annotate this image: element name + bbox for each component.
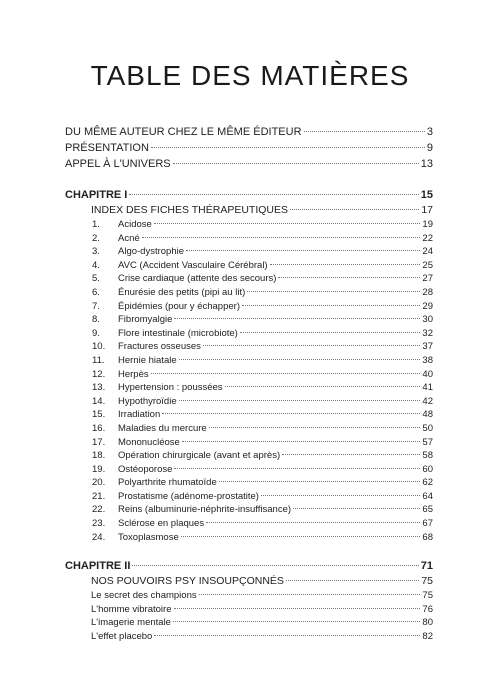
toc-entry-label: Flore intestinale (microbiote) [118,327,238,339]
toc-entry-label: Le secret des champions [91,590,197,602]
toc-front-entry[interactable] [65,156,433,172]
toc-entry-label: L'imagerie mentale [91,617,171,629]
toc-entry-label: Fractures osseuses [118,341,201,353]
toc-entry-label: L'effet placebo [91,631,153,643]
dot-leader [154,635,420,636]
toc-entry-number: 12. [92,368,106,380]
dot-leader [186,250,420,251]
toc-entry-number: 24. [92,531,106,543]
dot-leader [209,427,421,428]
toc-entry-label: Épidémies (pour y échapper) [118,300,240,312]
dot-leader [154,223,421,224]
dot-leader [151,373,421,374]
dot-leader [203,345,421,346]
toc-entry-page: 50 [422,422,433,434]
toc-entry-label: L'homme vibratoire [91,603,172,615]
toc-entry-page: 42 [422,395,433,407]
section-page: 75 [421,575,433,588]
toc-entry-number: 20. [92,477,106,489]
dot-leader [173,621,420,622]
toc-entry-number: 3. [92,246,100,258]
toc-entry-number: 6. [92,286,100,298]
toc-front-entry[interactable] [65,124,433,140]
index-page: 17 [421,204,433,216]
dot-leader [173,163,419,164]
toc-entry[interactable] [65,589,433,603]
toc-entry[interactable] [65,272,433,286]
toc-entry[interactable] [65,368,433,382]
toc-entry-page: 80 [422,617,433,629]
dot-leader [179,400,421,401]
dot-leader [162,413,420,414]
toc-entry-number: 19. [92,463,106,475]
toc-entry-label: Hypothyroïdie [118,395,177,407]
toc-entry-number: 16. [92,422,106,434]
dot-leader [179,359,421,360]
index-label: INDEX DES FICHES THÉRAPEUTIQUES [91,204,289,216]
toc-entry[interactable] [65,603,433,617]
chapter-page: 71 [420,560,433,573]
toc-entry-number: 15. [92,409,106,421]
toc-entry-number: 23. [92,518,106,530]
toc-entry-label: PRÉSENTATION [65,142,149,154]
toc-entry[interactable] [65,286,433,300]
toc-entry-page: 9 [426,142,433,154]
toc-entry-label: Fibromyalgie [118,314,173,326]
chapter-1-entry-list [65,218,433,544]
toc-entry[interactable] [65,463,433,477]
table-of-contents [65,124,433,644]
dot-leader [225,386,421,387]
toc-entry-page: 27 [422,273,433,285]
toc-entry-number: 1. [92,219,100,230]
toc-entry[interactable] [65,490,433,504]
toc-entry-page: 3 [426,126,433,138]
chapter-label: CHAPITRE II [65,560,131,573]
toc-entry-page: 29 [422,300,433,312]
chapter-page: 15 [420,189,433,201]
dot-leader [219,481,421,482]
toc-entry[interactable] [65,381,433,395]
toc-entry-page: 13 [420,158,433,170]
toc-entry-label: AVC (Accident Vasculaire Cérébral) [118,259,268,271]
toc-entry-label: Énurésie des petits (pipi au lit) [118,286,246,298]
toc-entry-page: 76 [422,603,433,615]
dot-leader [242,305,420,306]
dot-leader [206,522,420,523]
toc-entry-page: 22 [422,232,433,244]
toc-entry-page: 58 [422,450,433,462]
toc-entry-number: 17. [92,436,106,448]
toc-entry-label: Mononucléose [118,436,180,448]
toc-entry-page: 25 [422,259,433,271]
toc-front-entry[interactable] [65,140,433,156]
toc-entry-page: 41 [422,382,433,394]
toc-entry[interactable] [65,327,433,341]
toc-section-heading[interactable] [65,574,433,589]
chapter-2-entry-list [65,589,433,643]
toc-entry-label: Polyarthrite rhumatoïde [118,477,217,489]
toc-entry-page: 62 [422,477,433,489]
toc-entry[interactable] [65,503,433,517]
toc-entry[interactable] [65,517,433,531]
toc-entry-number: 21. [92,490,106,502]
dot-leader [199,594,421,595]
toc-entry[interactable] [65,259,433,273]
toc-entry-page: 24 [422,246,433,258]
toc-chapter-2[interactable] [65,558,433,574]
toc-entry-label: Toxoplasmose [118,531,179,543]
dot-leader [174,608,421,609]
toc-entry-page: 67 [422,518,433,530]
toc-entry-label: Maladies du mercure [118,422,207,434]
dot-leader [290,209,419,210]
dot-leader [174,318,420,319]
toc-entry-page: 82 [422,631,433,643]
toc-entry-label: Prostatisme (adénome-prostatite) [118,490,259,502]
dot-leader [182,441,421,442]
dot-leader [240,332,421,333]
toc-entry-number: 22. [92,504,106,516]
toc-entry-label: Sclérose en plaques [118,518,205,530]
toc-entry-number: 9. [92,327,100,339]
toc-entry-page: 65 [422,504,433,516]
dot-leader [286,580,419,581]
toc-entry-page: 75 [422,590,433,602]
toc-entry-page: 37 [422,341,433,353]
toc-entry[interactable] [65,354,433,368]
dot-leader [142,237,421,238]
dot-leader [181,536,421,537]
dot-leader [247,291,420,292]
toc-entry-label: Acné [118,232,140,244]
dot-leader [151,147,425,148]
toc-entry-page: 30 [422,314,433,326]
dot-leader [129,194,418,195]
toc-entry-label: Algo-dystrophie [118,246,185,258]
toc-entry[interactable] [65,232,433,246]
toc-entry-number: 8. [92,314,100,326]
toc-entry-number: 18. [92,450,106,462]
toc-entry[interactable] [65,616,433,630]
toc-entry[interactable] [65,218,433,232]
toc-entry[interactable] [65,395,433,409]
toc-entry-number: 14. [92,395,106,407]
toc-entry[interactable] [65,408,433,422]
chapter-label: CHAPITRE I [65,189,128,201]
toc-entry[interactable] [65,630,433,644]
toc-entry[interactable] [65,476,433,490]
toc-entry-number: 13. [92,382,106,394]
toc-entry[interactable] [65,313,433,327]
toc-entry[interactable] [65,531,433,545]
toc-entry-label: Crise cardiaque (attente des secours) [118,273,277,285]
toc-entry[interactable] [65,422,433,436]
toc-entry-page: 57 [422,436,433,448]
toc-entry-label: APPEL À L'UNIVERS [65,158,171,170]
dot-leader [270,264,421,265]
toc-entry[interactable] [65,436,433,450]
toc-entry-number: 2. [92,232,100,244]
toc-entry-number: 10. [92,341,106,353]
toc-entry-page: 40 [422,368,433,380]
toc-entry-label: Hernie hiatale [118,354,177,366]
toc-chapter-1[interactable] [65,187,433,203]
toc-entry-page: 68 [422,531,433,543]
dot-leader [278,277,420,278]
toc-entry-page: 60 [422,463,433,475]
toc-entry[interactable] [65,340,433,354]
toc-entry-page: 32 [422,327,433,339]
toc-entry-label: Herpès [118,368,149,380]
dot-leader [304,131,425,132]
page-title: TABLE DES MATIÈRES [90,60,410,91]
toc-entry-label: Reins (albuminurie-néphrite-insuffisance) [118,504,292,516]
toc-entry[interactable] [65,449,433,463]
dot-leader [261,495,420,496]
toc-entry-label: Irradiation [118,409,161,421]
dot-leader [132,565,418,566]
toc-entry-label: Opération chirurgicale (avant et après) [118,450,281,462]
section-label: NOS POUVOIRS PSY INSOUPÇONNÉS [91,575,284,588]
toc-entry-page: 64 [422,490,433,502]
toc-index-heading[interactable] [65,203,433,218]
toc-entry-page: 19 [422,219,433,230]
toc-entry-label: DU MÊME AUTEUR CHEZ LE MÊME ÉDITEUR [65,126,302,138]
toc-entry-number: 11. [92,354,105,366]
toc-entry-number: 5. [92,273,100,285]
toc-entry-label: Acidose [118,219,152,230]
toc-entry[interactable] [65,300,433,314]
toc-entry-label: Ostéoporose [118,463,173,475]
dot-leader [282,454,420,455]
toc-entry[interactable] [65,245,433,259]
toc-entry-page: 48 [422,409,433,421]
dot-leader [293,508,420,509]
toc-entry-page: 28 [422,286,433,298]
toc-entry-number: 4. [92,259,100,271]
toc-entry-number: 7. [92,300,100,312]
dot-leader [174,468,420,469]
toc-entry-label: Hypertension : poussées [118,382,223,394]
toc-entry-page: 38 [422,354,433,366]
